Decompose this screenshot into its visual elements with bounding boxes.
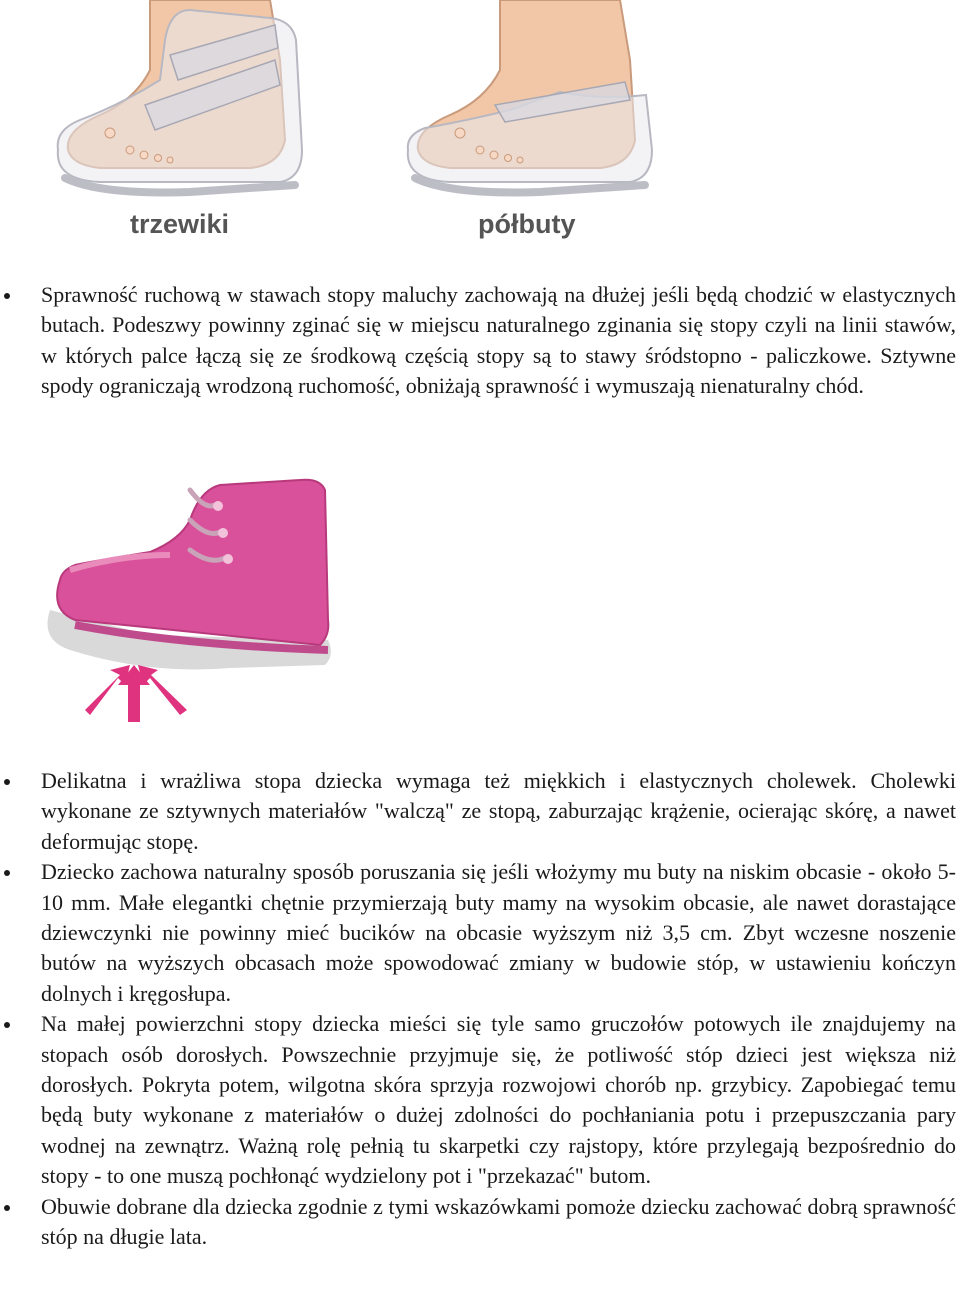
caption-polbuty: półbuty (478, 209, 576, 239)
arrow-group (85, 665, 187, 722)
bullet-list-advice (0, 766, 960, 1253)
bullet-list-flexibility (0, 280, 960, 402)
list-item: Sprawność ruchową w stawach stopy maluchy zachowają na dłużej jeśli będą chodzić w elastycznych butach. Podeszwy powinny zginać się w miejscu naturalnego zginania się stopy czyli na linii stawów, w których palce łączą się ze środkową częścią stopy są to stawy śródstopno - paliczkowe. Sztywne spody ograniczają wrodzoną ruchomość, obniżają sprawność i wymuszają nienaturalny chód. (0, 280, 960, 402)
low-shoe-foot-figure (408, 0, 652, 239)
list-item: Obuwie dobrane dla dziecka zgodnie z tymi wskazówkami pomoże dziecku zachować dobrą sprawność stóp na długie lata. (0, 1192, 960, 1253)
boot-foot-figure (58, 0, 302, 239)
shoe-types-illustration (40, 0, 660, 250)
arrow-left-icon (85, 665, 130, 715)
list-item: Dziecko zachowa naturalny sposób poruszania się jeśli włożymy mu buty na niskim obcasie - około 5-10 mm. Małe elegantki chętnie przymierzają buty mamy na wysokim obcasie, ale nawet dorastające dziewczynki nie powinny mieć bucików na obcasie wyższym niż 3,5 cm. Zbyt wczesne noszenie butów na wyższych obcasach może spowodować zmiany w budowie stóp, w ustawieniu kończyn dolnych i kręgosłupa. (0, 857, 960, 1009)
pink-shoe-illustration (30, 460, 350, 730)
list-item: Delikatna i wrażliwa stopa dziecka wymaga też miękkich i elastycznych cholewek. Cholewki wykonane ze sztywnych materiałów "walczą" ze stopą, zaburzając krążenie, ocierając skórę, a nawet deformując stopę. (0, 766, 960, 857)
arrow-right-icon (138, 665, 187, 715)
caption-trzewiki: trzewiki (130, 209, 230, 239)
list-item: Na małej powierzchni stopy dziecka mieści się tyle samo gruczołów potowych ile znajdujemy na stopach osób dorosłych. Powszechnie przyjmuje się, że potliwość stóp dzieci jest większa niż dorosłych. Pokryta potem, wilgotna skóra sprzyja rozwojowi chorób np. grzybicy. Zapobiegać temu będą buty wykonane z materiałów o dużej zdolności do pochłaniania potu i przepuszczania pary wodnej na zewnątrz. Ważną rolę pełnią tu skarpetki czy rajstopy, które przylegają bezpośrednio do stopy - to one muszą pochłonąć wydzielony pot i "przekazać" butom. (0, 1009, 960, 1191)
